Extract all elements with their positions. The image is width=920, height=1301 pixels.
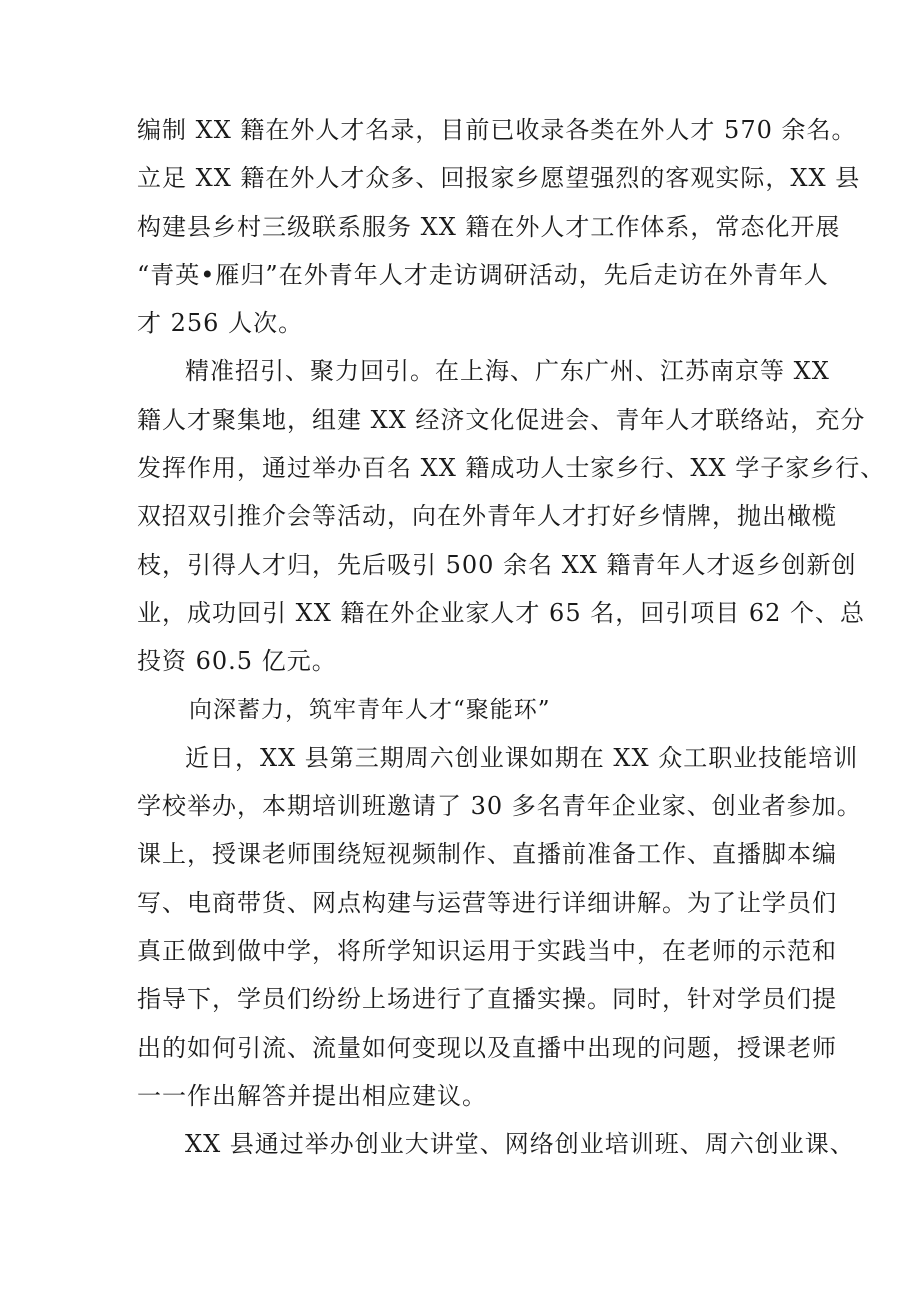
paragraph — [137, 1120, 855, 1168]
text-line: 投资 60.5 亿元。 — [137, 647, 337, 676]
text-line: 指导下，学员们纷纷上场进行了直播实操。同时，针对学员们提 — [137, 985, 837, 1014]
text-line: 双招双引推介会等活动，向在外青年人才打好乡情牌，抛出橄榄 — [137, 502, 837, 531]
text-line: 学校举办，本期培训班邀请了 30 多名青年企业家、创业者参加。 — [137, 792, 862, 821]
heading-line: 向深蓄力，筑牢青年人才“聚能环” — [189, 696, 551, 723]
text-line: 立足 XX 籍在外人才众多、回报家乡愿望强烈的客观实际，XX 县 — [137, 164, 861, 193]
text-line: 发挥作用，通过举办百名 XX 籍成功人士家乡行、XX 学子家乡行、 — [137, 454, 886, 483]
document-body — [137, 106, 886, 1169]
text-line: 构建县乡村三级联系服务 XX 籍在外人才工作体系，常态化开展 — [137, 212, 841, 241]
paragraph — [137, 347, 886, 685]
text-line: 真正做到做中学，将所学知识运用于实践当中，在老师的示范和 — [137, 937, 837, 966]
text-line: 一一作出解答并提出相应建议。 — [137, 1081, 487, 1110]
section-heading — [137, 686, 797, 734]
text-line: 才 256 人次。 — [137, 309, 304, 338]
text-line: 业，成功回引 XX 籍在外企业家人才 65 名，回引项目 62 个、总 — [137, 598, 866, 627]
text-line: 近日，XX 县第三期周六创业课如期在 XX 众工职业技能培训 — [185, 743, 859, 772]
paragraph — [137, 734, 862, 1120]
paragraph — [137, 106, 861, 347]
text-line: 精准招引、聚力回引。在上海、广东广州、江苏南京等 XX — [185, 357, 830, 386]
text-line: 课上，授课老师围绕短视频制作、直播前准备工作、直播脚本编 — [137, 840, 837, 869]
text-line: XX 县通过举办创业大讲堂、网络创业培训班、周六创业课、 — [185, 1130, 855, 1159]
text-line: 出的如何引流、流量如何变现以及直播中出现的问题，授课老师 — [137, 1033, 837, 1062]
text-line: 籍人才聚集地，组建 XX 经济文化促进会、青年人才联络站，充分 — [137, 405, 866, 434]
text-line: 写、电商带货、网点构建与运营等进行详细讲解。为了让学员们 — [137, 888, 837, 917]
text-line: “青英•雁归”在外青年人才走访调研活动，先后走访在外青年人 — [137, 260, 829, 289]
text-line: 枝，引得人才归，先后吸引 500 余名 XX 籍青年人才返乡创新创 — [137, 550, 857, 579]
text-line: 编制 XX 籍在外人才名录，目前已收录各类在外人才 570 余名。 — [137, 116, 857, 144]
